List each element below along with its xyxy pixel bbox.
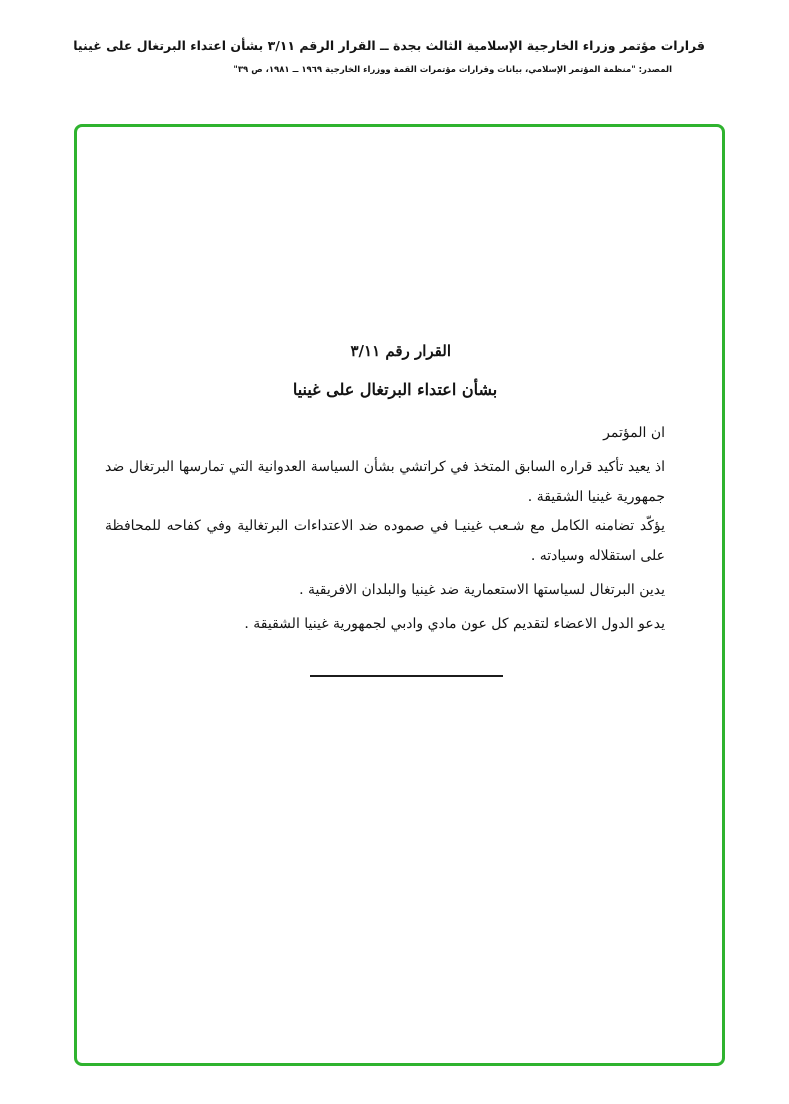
resolution-number: القرار رقم ٣/١١	[350, 342, 451, 360]
resolution-subject: بشأن اعتداء البرتغال على غينيا	[292, 380, 498, 399]
resolution-intro: ان المؤتمر	[603, 425, 665, 441]
resolution-paragraph-3: يدين البرتغال لسياستها الاستعمارية ضد غينيا والبلدان الافريقية .	[299, 582, 665, 598]
page-header-title: قرارات مؤتمر وزراء الخارجية الإسلامية الثالث بجدة ــ القرار الرقم ٣/١١ بشأن اعتداء البرتغال على غينيا	[73, 38, 705, 53]
closing-divider	[310, 675, 503, 677]
resolution-paragraph-2: يؤكّد تضامنه الكامل مع شـعب غينيـا في صموده ضد الاعتداءات البرتغالية وفي كفاحه للمحافظة على استقلاله وسيادته .	[105, 518, 665, 564]
resolution-paragraph-1: اذ يعيد تأكيد قراره السابق المتخذ في كراتشي بشأن السياسة العدوانية التي تمارسها البرتغال ضد جمهورية غينيا الشقيقة .	[105, 459, 665, 505]
resolution-paragraph-4: يدعو الدول الاعضاء لتقديم كل عون مادي وادبي لجمهورية غينيا الشقيقة .	[244, 616, 665, 632]
page-header-source: المصدر: "منظمة المؤتمر الإسلامي، بيانات وقرارات مؤتمرات القمة ووزراء الخارجية ١٩٦٩ ــ ١٩٨١، ص ٣٩"	[233, 65, 672, 75]
